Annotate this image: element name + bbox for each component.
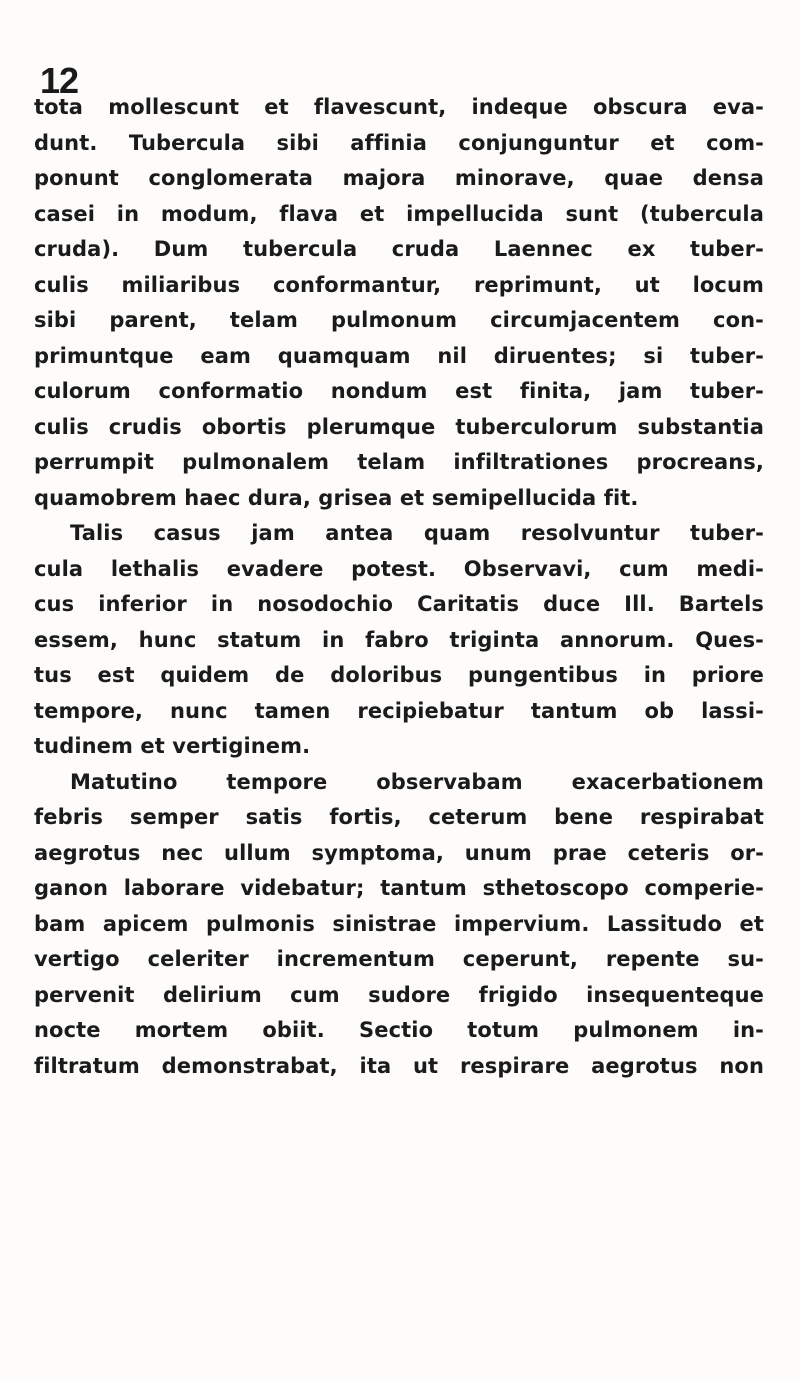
- text-line: cula lethalis evadere potest. Observavi, cum medi-: [34, 556, 764, 581]
- text-line: bam apicem pulmonis sinistrae impervium. Lassitudo et: [34, 911, 764, 936]
- text-line: culis crudis obortis plerumque tuberculorum substantia: [34, 414, 764, 439]
- text-line: tudinem et vertiginem.: [34, 734, 311, 758]
- text-line: tempore, nunc tamen recipiebatur tantum ob lassi-: [34, 698, 764, 723]
- text-line: Matutino tempore observabam exacerbationem: [70, 769, 764, 794]
- text-line: Talis casus jam antea quam resolvuntur tuber-: [70, 521, 764, 545]
- text-line: filtratum demonstrabat, ita ut respirare aegrotus non: [34, 1053, 764, 1078]
- page-number: 12: [40, 60, 79, 101]
- text-line: dunt. Tubercula sibi affinia conjunguntur et com-: [34, 130, 764, 155]
- text-line: primuntque eam quamquam nil diruentes; si tuber-: [34, 343, 764, 368]
- text-line: nocte mortem obiit. Sectio totum pulmonem in-: [34, 1018, 764, 1042]
- text-line: perrumpit pulmonalem telam infiltrationes procreans,: [34, 450, 764, 474]
- text-line: casei in modum, flava et impellucida sunt (tubercula: [34, 201, 764, 226]
- text-line: tus est quidem de doloribus pungentibus in priore: [34, 663, 764, 687]
- text-line: tota mollescunt et flavescunt, indeque obscura eva-: [34, 95, 764, 119]
- text-line: cruda). Dum tubercula cruda Laennec ex tuber-: [34, 237, 764, 261]
- text-line: quamobrem haec dura, grisea et semipellucida fit.: [34, 485, 639, 510]
- text-line: sibi parent, telam pulmonum circumjacentem con-: [34, 308, 764, 332]
- text-line: pervenit delirium cum sudore frigido insequenteque: [34, 982, 764, 1007]
- body-text: [34, 90, 764, 1084]
- text-line: ponunt conglomerata majora minorave, quae densa: [34, 166, 764, 190]
- text-line: essem, hunc statum in fabro triginta annorum. Ques-: [34, 627, 764, 652]
- text-line: culis miliaribus conformantur, reprimunt, ut locum: [34, 272, 764, 297]
- text-line: culorum conformatio nondum est finita, jam tuber-: [34, 379, 764, 403]
- text-line: aegrotus nec ullum symptoma, unum prae ceteris or-: [34, 840, 764, 865]
- text-line: ganon laborare videbatur; tantum sthetoscopo comperie-: [34, 876, 764, 900]
- text-line: cus inferior in nosodochio Caritatis duce Ill. Bartels: [34, 592, 764, 616]
- text-line: febris semper satis fortis, ceterum bene respirabat: [34, 805, 764, 829]
- text-line: vertigo celeriter incrementum ceperunt, repente su-: [34, 947, 764, 971]
